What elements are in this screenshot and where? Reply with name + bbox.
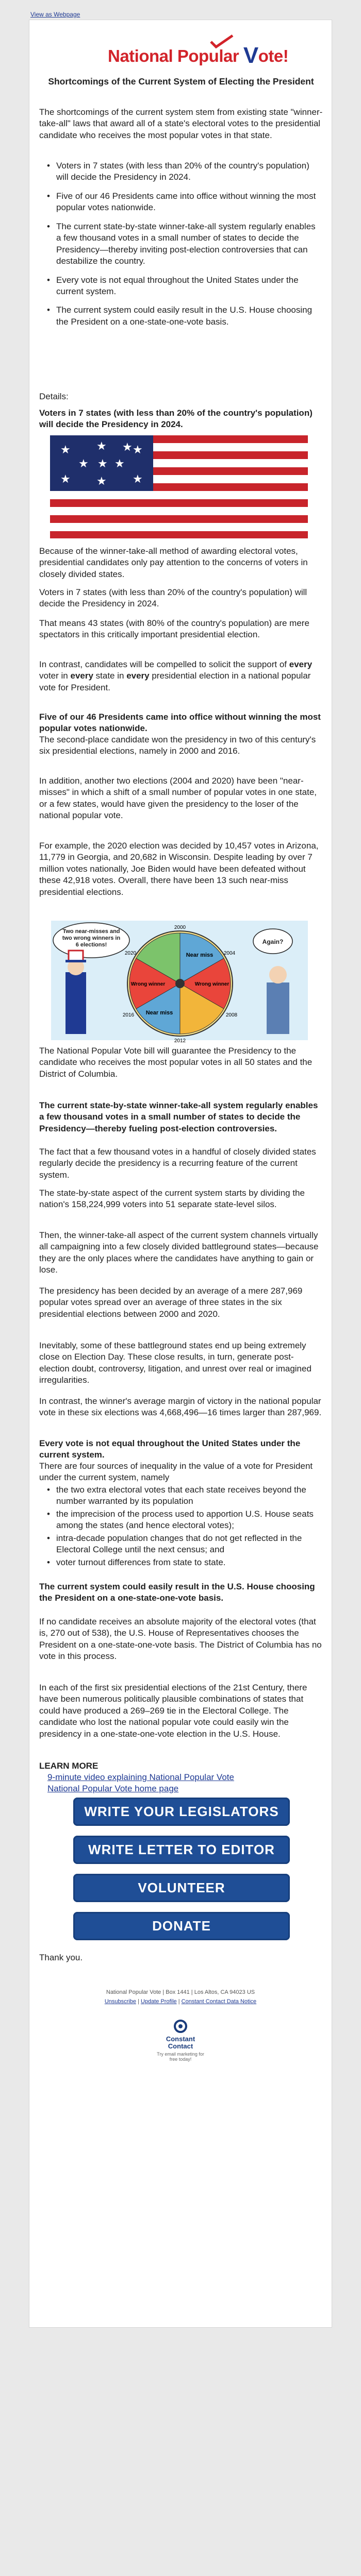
- section-heading-vote-equality: Every vote is not equal throughout the United States under the current system.: [39, 1438, 301, 1460]
- svg-text:★: ★: [60, 473, 71, 486]
- update-profile-link[interactable]: Update Profile: [140, 1998, 177, 2005]
- cc-name-line-1: Constant: [166, 2035, 195, 2043]
- logo-text-end: ote!: [258, 46, 289, 65]
- emphasis: every: [126, 671, 150, 681]
- video-link[interactable]: 9-minute video explaining National Popular Vote: [47, 1772, 234, 1782]
- data-notice-link[interactable]: Constant Contact Data Notice: [181, 1998, 257, 2005]
- emphasis: every: [289, 659, 313, 669]
- section-heading-few-thousand-votes: The current state-by-state winner-take-all system regularly enables a few thousand votes in a small number of states to decide the Presidency—thereby fueling post-election controversies.: [39, 1100, 318, 1133]
- footer: [0, 1988, 361, 2006]
- paragraph: That means 43 states (with 80% of the country's population) are mere spectators in this critically important presidential election.: [39, 618, 309, 640]
- wheel-label: Near miss: [186, 952, 214, 958]
- paragraph: If no candidate receives an absolute majority of the electoral votes (that is, 270 out of 538), the U.S. House of Representatives chooses the President on a one-state-one-vote basis. The District of Columbia has no vote in this process.: [39, 1617, 322, 1662]
- logo-text: [108, 42, 288, 67]
- section-heading-seven-states: Voters in 7 states (with less than 20% of the country's population) will decide the Presidency in 2024.: [39, 408, 313, 430]
- wheel-year: 2020: [124, 951, 137, 956]
- unsubscribe-link[interactable]: Unsubscribe: [104, 1998, 136, 2005]
- wheel-year: 2000: [174, 925, 186, 930]
- section-heading-five-presidents: Five of our 46 Presidents came into office without winning the most popular votes nationwide.: [39, 712, 321, 734]
- cartoon-bubble-left: [53, 923, 129, 958]
- details-label: Details:: [39, 392, 69, 401]
- national-popular-vote-logo: [108, 35, 289, 68]
- paragraph: Voters in 7 states (with less than 20% of the country's population) will decide the Presidency in 2024.: [39, 587, 307, 609]
- closing-text: Thank you.: [39, 1953, 83, 1962]
- list-item: • the two extra electoral votes that each state receives beyond the number warranted by its population: [45, 1484, 318, 1507]
- list-item: • intra-decade population changes that do not get reflected in the Electoral College until the next census; and: [45, 1533, 318, 1556]
- paragraph: Then, the winner-take-all aspect of the current system channels virtually all campaigning into a few closely divided battleground states—because they are the only places where the candidates have anything to gain or lose.: [39, 1230, 319, 1275]
- home-page-link[interactable]: National Popular Vote home page: [47, 1784, 179, 1794]
- paragraph: In addition, another two elections (2004 and 2020) have been "near-misses" in which a shift of a small number of popular votes in one state, or a few states, would have given the presidency to the loser of the national popular vote.: [39, 776, 317, 821]
- summary-list: [45, 160, 318, 335]
- paragraph: Because of the winner-take-all method of awarding electoral votes, presidential candidates only pay attention to the concerns of voters in closely divided states.: [39, 546, 308, 579]
- cartoon-bubble-right: [253, 929, 292, 954]
- cc-tagline: Try email marketing for free today!: [157, 2052, 204, 2062]
- paragraph: There are four sources of inequality in the value of a vote for President under the current system, namely: [39, 1461, 313, 1483]
- paragraph: In contrast, the winner's average margin of victory in the national popular vote in these six elections was 4,668,496—16 times larger than 287,969.: [39, 1396, 322, 1418]
- american-flag-image: [50, 435, 308, 538]
- list-item: • Voters in 7 states (with less than 20% of the country's population) will decide the Presidency in 2024.: [45, 160, 318, 183]
- bubble-left-text: Two near-misses and: [62, 928, 120, 935]
- wheel-label: Near miss: [145, 1010, 173, 1016]
- write-legislators-button[interactable]: WRITE YOUR LEGISLATORS: [73, 1798, 290, 1826]
- svg-text:★: ★: [97, 457, 108, 470]
- uncle-sam-figure: [65, 951, 86, 1034]
- checkmark-icon: [209, 35, 235, 49]
- inequality-list: [45, 1484, 318, 1569]
- list-item: • Every vote is not equal throughout the United States under the current system.: [45, 275, 318, 298]
- svg-text:★: ★: [60, 444, 71, 456]
- wheel-year: 2016: [122, 1012, 135, 1018]
- volunteer-button[interactable]: VOLUNTEER: [73, 1874, 290, 1902]
- text-span: state in: [93, 671, 127, 681]
- paragraph-every-voter: [39, 659, 323, 693]
- list-item: • The current system could easily result in the U.S. House choosing the President on a one-state-one-vote basis.: [45, 304, 318, 328]
- wheel-label: Wrong winner: [130, 981, 166, 987]
- paragraph: The state-by-state aspect of the current system starts by dividing the nation's 158,224,999 voters into 51 separate state-level silos.: [39, 1188, 305, 1210]
- bubble-left-text-line: two wrong winners in: [62, 935, 121, 941]
- svg-text:★: ★: [133, 444, 143, 456]
- write-letter-button[interactable]: WRITE LETTER TO EDITOR: [73, 1836, 290, 1864]
- learn-more-links: [47, 1772, 331, 1795]
- constant-contact-icon: [174, 2020, 187, 2033]
- text-span: presidential election in a national popular vote for President.: [39, 671, 311, 692]
- email-card: [29, 20, 332, 2328]
- bubble-left-text-line: 6 elections!: [75, 942, 107, 948]
- page-title: Shortcomings of the Current System of Electing the President: [48, 76, 314, 87]
- bubble-right-text: Again?: [262, 938, 284, 945]
- svg-text:★: ★: [133, 473, 143, 486]
- logo-text-v: V: [243, 43, 258, 68]
- text-span: In contrast, candidates will be compelled to solicit the support of: [39, 659, 289, 669]
- footer-address: National Popular Vote | Box 1441 | Los Altos, CA 94023 US: [106, 1989, 255, 1995]
- cc-name-line-2: Contact: [168, 2042, 193, 2050]
- section-heading-house-choice: The current system could easily result in the U.S. House choosing the President on a one-state-one-vote basis.: [39, 1582, 315, 1603]
- list-item: • voter turnout differences from state to state.: [45, 1557, 318, 1568]
- second-figure: [267, 966, 289, 1034]
- list-item: • The current state-by-state winner-take-all system regularly enables a few thousand votes in a small number of states to decide the Presidency—thereby inviting post-election controversies that can destabilize the country.: [45, 221, 318, 267]
- donate-button[interactable]: DONATE: [73, 1912, 290, 1940]
- wheel-year: 2008: [225, 1012, 238, 1018]
- svg-text:★: ★: [114, 457, 125, 470]
- svg-text:★: ★: [96, 475, 107, 488]
- paragraph: In each of the first six presidential elections of the 21st Century, there have been numerous politically plausible combinations of states that could have produced a 269–269 tie in the Electoral College. The candidate who lost the national popular vote could easily win the presidency in a one-state-one-vote election in the U.S. House.: [39, 1683, 307, 1739]
- paragraph: The second-place candidate won the presidency in two of this century's six presidential elections, namely in 2000 and 2016.: [39, 735, 316, 756]
- list-item: • the imprecision of the process used to apportion U.S. House seats among the states (and hence electoral votes);: [45, 1509, 318, 1532]
- text-span: voter in: [39, 671, 71, 681]
- wheel-label: Wrong winner: [194, 981, 229, 987]
- paragraph: The fact that a few thousand votes in a handful of closely divided states regularly decide the presidency is a recurring feature of the current system.: [39, 1147, 316, 1180]
- paragraph: For example, the 2020 election was decided by 10,457 votes in Arizona, 11,779 in Georgia, and 20,682 in Wisconsin. Despite leading by over 7 million votes nationally, Joe Biden would have been defeated without these 42,918 votes. Overall, there have been 13 such near-miss presidential elections.: [39, 841, 319, 897]
- svg-text:★: ★: [78, 457, 89, 470]
- svg-text:★: ★: [96, 440, 107, 453]
- top-bar: [0, 0, 361, 20]
- view-as-webpage-link[interactable]: View as Webpage: [30, 11, 80, 18]
- paragraph: The presidency has been decided by an average of a mere 287,969 popular votes spread over an average of three states in the six presidential elections between 2000 and 2020.: [39, 1286, 303, 1319]
- wheel-year: 2012: [174, 1038, 186, 1044]
- paragraph: Inevitably, some of these battleground states end up being extremely close on Election Day. These close results, in turn, generate post-election doubt, controversy, litigation, and unrest over real or imagined irregularities.: [39, 1341, 311, 1385]
- logo-text-main: National Popular: [108, 46, 243, 65]
- list-item: • Five of our 46 Presidents came into office without winning the most popular votes nationwide.: [45, 191, 318, 214]
- intro-paragraph: The shortcomings of the current system stem from existing state "winner-take-all" laws that award all of a state's electoral votes to the presidential candidate who receives the most popular votes in that state.: [39, 107, 323, 140]
- wheel-year: 2004: [223, 951, 236, 956]
- svg-text:★: ★: [122, 441, 133, 454]
- footer-links: Unsubscribe | Update Profile | Constant Contact Data Notice: [104, 1998, 257, 2005]
- constant-contact-logo[interactable]: [155, 2020, 206, 2062]
- emphasis: every: [70, 671, 93, 681]
- paragraph: The National Popular Vote bill will guarantee the Presidency to the candidate who receives the most popular votes in all 50 states and the District of Columbia.: [39, 1046, 313, 1079]
- election-wheel-cartoon: [51, 921, 308, 1044]
- learn-more-heading: LEARN MORE: [39, 1761, 99, 1771]
